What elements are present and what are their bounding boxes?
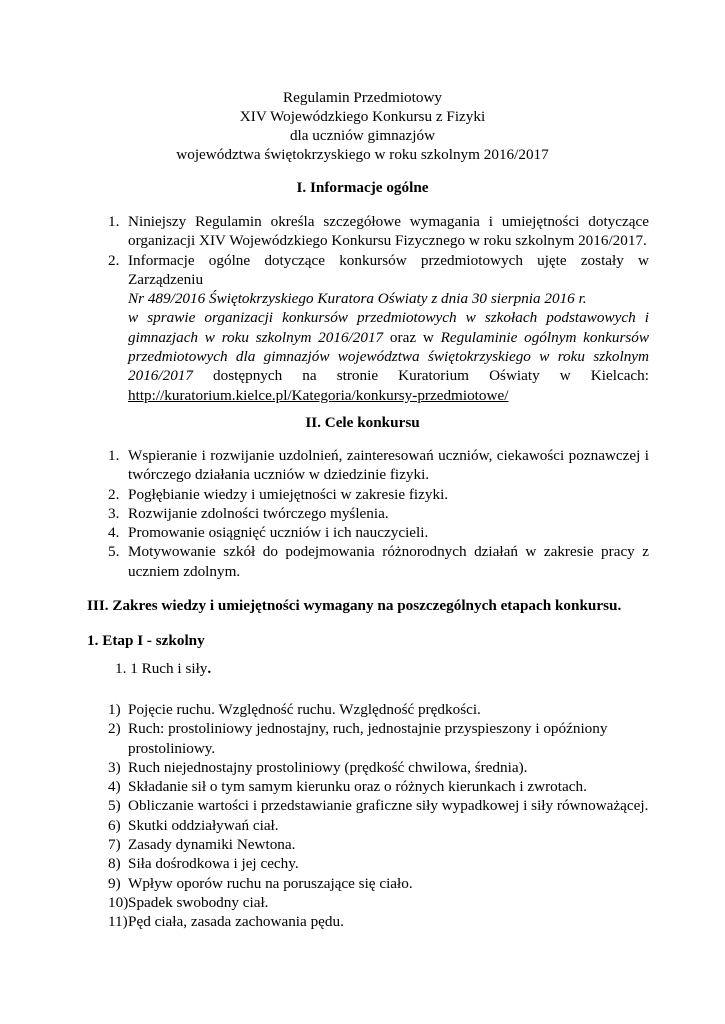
item-number: 5.: [108, 543, 120, 561]
item-number: 9): [108, 874, 121, 892]
list-item: [108, 835, 668, 854]
item-text: dostępnych na stronie Kuratorium Oświaty w Kielcach:: [192, 367, 649, 385]
list-item: [108, 212, 649, 251]
section-1-heading: I. Informacje ogólne: [296, 179, 429, 196]
item-text: Pogłębianie wiedzy i umiejętności w zakresie fizyki.: [128, 485, 449, 503]
stage-1-heading: 1. Etap I - szkolny: [87, 632, 205, 649]
title-line-4: województwa świętokrzyskiego w roku szkolnym 2016/2017: [176, 146, 549, 163]
item-number: 11): [108, 913, 128, 931]
list-item: [108, 446, 649, 485]
item-text: Niniejszy Regulamin określa szczegółowe wymagania i umiejętności dotyczące organizacji XIV Wojewódzkiego Konkursu Fizycznego w roku szkolnym 2016/2017.: [128, 213, 649, 250]
item-text: Obliczanie wartości i przedstawianie graficzne siły wypadkowej i siły równoważącej.: [128, 797, 649, 815]
section-2-list: [108, 446, 649, 581]
subsection-title: 1. 1 Ruch i siły: [115, 660, 208, 677]
item-text: Skutki oddziaływań ciał.: [128, 816, 279, 834]
item-number: 4.: [108, 524, 120, 542]
section-1-list: [108, 212, 649, 405]
regulation-reference: Nr 489/2016 Świętokrzyskiego Kuratora Oświaty z dnia 30 sierpnia 2016 r.: [128, 290, 587, 308]
list-item: [108, 912, 668, 931]
list-item: [108, 719, 668, 758]
item-text: Wspieranie i rozwijanie uzdolnień, zainteresowań uczniów, ciekawości poznawczej i twórczego działania uczniów w dziedzinie fizyki.: [128, 447, 649, 484]
item-text: Zasady dynamiki Newtona.: [128, 836, 296, 854]
item-number: 2.: [108, 251, 120, 269]
item-number: 8): [108, 855, 121, 873]
title-line-3: dla uczniów gimnazjów: [289, 127, 436, 144]
item-number: 3.: [108, 504, 120, 522]
item-text: Siła dośrodkowa i jej cechy.: [128, 855, 299, 873]
list-item: [108, 854, 668, 873]
item-number: 2.: [108, 485, 120, 503]
subsection-period: .: [207, 660, 212, 677]
item-text: Ruch niejednostajny prostoliniowy (prędkość chwilowa, średnia).: [128, 758, 528, 776]
item-text: Spadek swobodny ciał.: [128, 893, 269, 911]
item-number: 6): [108, 816, 121, 834]
item-text: Ruch: prostoliniowy jednostajny, ruch, jednostajnie przyspieszony i opóźniony: [128, 720, 608, 738]
list-item: [108, 485, 649, 504]
item-text: Rozwijanie zdolności twórczego myślenia.: [128, 504, 389, 522]
item-number: 1.: [108, 213, 120, 230]
item-number: 10): [108, 893, 129, 911]
item-number: 1): [108, 701, 121, 718]
item-text: Pojęcie ruchu. Względność ruchu. Względność prędkości.: [128, 701, 481, 718]
regulation-subject: w sprawie organizacji konkursów przedmiotowych w szkołach podstawowych i gimnazjach w roku szkolnym 2016/2017: [128, 309, 649, 346]
item-number: 7): [108, 836, 121, 854]
section-3-heading: III. Zakres wiedzy i umiejętności wymagany na poszczególnych etapach konkursu.: [87, 597, 622, 614]
item-text: Informacje ogólne dotyczące konkursów przedmiotowych ujęte zostały w Zarządzeniu: [128, 251, 649, 288]
item-text-continued: prostoliniowy.: [128, 739, 216, 757]
list-item: [108, 523, 649, 542]
item-number: 2): [108, 720, 121, 738]
list-item: [108, 816, 668, 835]
document-title: [0, 88, 725, 164]
title-line-1: Regulamin Przedmiotowy: [282, 89, 443, 106]
list-item: [108, 542, 649, 581]
item-text: oraz w: [383, 328, 441, 346]
item-number: 5): [108, 797, 121, 815]
item-text: Pęd ciała, zasada zachowania pędu.: [128, 913, 344, 931]
list-item: [108, 796, 668, 815]
list-item: [108, 893, 668, 912]
topics-list: [108, 700, 668, 932]
title-line-2: XIV Wojewódzkiego Konkursu z Fizyki: [239, 108, 486, 125]
list-item: [108, 758, 668, 777]
item-number: 4): [108, 778, 121, 796]
item-number: 1.: [108, 447, 120, 464]
general-regulations-title: Regulaminie ogólnym konkursów przedmiotowych dla gimnazjów województwa świętokrzyskiego w roku szkolnym 2016/2017: [128, 328, 649, 385]
list-item: [108, 251, 649, 405]
list-item: [108, 504, 649, 523]
item-number: 3): [108, 758, 121, 776]
item-text: Wpływ oporów ruchu na poruszające się ciało.: [128, 874, 413, 892]
section-2-heading: II. Cele konkursu: [305, 414, 420, 431]
list-item: [108, 874, 668, 893]
list-item: [108, 777, 668, 796]
item-text: Motywowanie szkół do podejmowania różnorodnych działań w zakresie pracy z uczniem zdolnym.: [128, 543, 649, 580]
subsection-heading: [115, 660, 211, 678]
item-text: Składanie sił o tym samym kierunku oraz o różnych kierunkach i zwrotach.: [128, 778, 587, 796]
list-item: [108, 700, 668, 719]
kuratorium-link[interactable]: http://kuratorium.kielce.pl/Kategoria/konkursy-przedmiotowe/: [128, 386, 509, 404]
item-text: Promowanie osiągnięć uczniów i ich nauczycieli.: [128, 524, 429, 542]
